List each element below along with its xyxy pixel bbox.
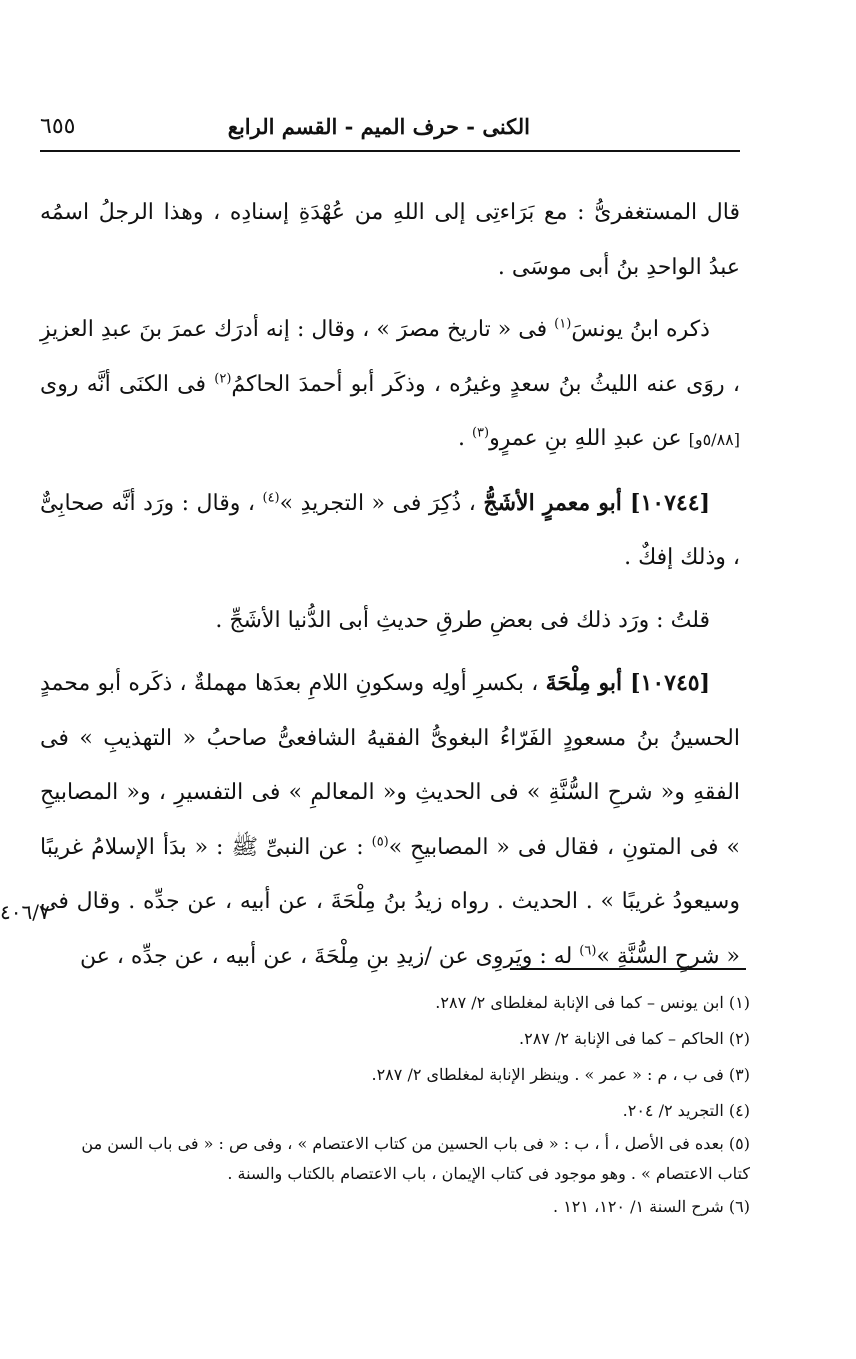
- footnote-marker-5: (٥): [371, 834, 389, 850]
- text-segment: ذكره ابنُ يونسَ: [571, 317, 710, 342]
- footnote-6: (٦) شرح السنة ١/ ١٢٠، ١٢١ .: [553, 1197, 750, 1216]
- manuscript-reference: [٥/٨٨و]: [688, 430, 740, 449]
- entry-name: أبو مِلْحَةَ: [545, 670, 631, 696]
- paragraph-1: قال المستغفرىُّ : مع بَرَاءتِى إلى اللهِ من عُهْدَةِ إسنادِه ، وهذا الرجلُ اسمُه عبدُ الواحدِ بنُ أبى موسَى .: [40, 200, 740, 280]
- text-segment: عن عبدِ اللهِ بنِ عمرٍو: [489, 426, 689, 451]
- text-segment: فى الكنَى أنَّه روى: [40, 371, 215, 397]
- text-segment: ، وقال : ورَد أنَّه صحابِىٌّ ، وذلك إفكٌ .: [40, 490, 740, 570]
- entry-name: أبو معمرٍ الأشَجُّ: [483, 489, 631, 516]
- footnote-4: (٤) التجريد ٢/ ٢٠٤.: [622, 1101, 750, 1120]
- footnotes: [60, 985, 750, 1225]
- main-text: [40, 186, 740, 984]
- footnote-5: (٥) بعده فى الأصل ، أ ، ب : « فى باب الحسين من كتاب الاعتصام » ، وفى ص : « فى باب السن من: [81, 1134, 750, 1153]
- margin-volume-reference: ٤٠٦/٧: [0, 900, 50, 924]
- footnote-marker-4: (٤): [262, 490, 280, 506]
- text-segment: : عن النبىِّ ﷺ : « بدَأ الإسلامُ غريبًا وسيعودُ غريبًا » . الحديث . رواه زيدُ بنُ مِلْحَةَ ، عن أبيه ، عن جدِّه . وقال فى « شرحِ السُّنَّةِ »: [40, 834, 740, 969]
- text-segment: ، ذُكِرَ فى « التجريدِ »: [279, 490, 484, 516]
- entry-10745: [40, 656, 740, 984]
- footnote-2: (٢) الحاكم – كما فى الإنابة ٢/ ٢٨٧.: [519, 1029, 750, 1048]
- paragraph-4: قلتُ : ورَد ذلك فى بعضِ طرقِ حديثِ أبى الدُّنيا الأشَجِّ .: [215, 607, 710, 633]
- text-segment: ، بكسرِ أولِه وسكونِ اللامِ بعدَها مهملةٌ ، ذكَره أبو محمدٍ الحسينُ بنُ مسعودٍ الفَرّاءُ البغوىُّ الفقيهُ الشافعىُّ صاحبُ « التهذيبِ » فى الفقهِ و« شرحِ السُّنَّةِ » فى الحديثِ و« المعالمِ » فى التفسيرِ ، و« المصابيحِ » فى المتونِ ، فقال فى « المصابيحِ »: [40, 671, 740, 860]
- entry-number: [١٠٧٤٥]: [630, 670, 711, 696]
- footnote-3: (٣) فى ب ، م : « عمر » . وينظر الإنابة لمغلطاى ٢/ ٢٨٧.: [371, 1065, 750, 1084]
- text-segment: له : ويَروِى عن /زيدِ بنِ مِلْحَةَ ، عن أبيه ، عن جدِّه ، عن: [79, 943, 580, 969]
- entry-10744: [40, 476, 740, 586]
- header-title: الكنى - حرف الميم - القسم الرابع: [227, 114, 530, 139]
- paragraph-2: [40, 303, 740, 468]
- entry-number: [١٠٧٤٤]: [630, 489, 710, 516]
- footnote-marker-1: (١): [554, 316, 572, 332]
- running-header: [40, 106, 740, 152]
- footnote-divider: [510, 968, 746, 970]
- page-number: ٦٥٥: [40, 114, 76, 139]
- footnote-1: (١) ابن يونس – كما فى الإنابة لمغلطاى ٢/ ٢٨٧.: [435, 993, 750, 1012]
- footnote-marker-2: (٢): [214, 371, 232, 387]
- footnote-marker-6: (٦): [579, 943, 597, 959]
- text-segment: .: [457, 426, 472, 451]
- text-segment: فى « تاريخ مصرَ » ، وقال : إنه أدرَك عمرَ بنَ عبدِ العزيزِ ، روَى عنه الليثُ بنُ سعدٍ وغيرُه ، وذكَر أبو أحمدَ الحاكمُ: [40, 317, 740, 397]
- footnote-5-continued: كتاب الاعتصام » . وهو موجود فى كتاب الإيمان ، باب الاعتصام بالكتاب والسنة .: [227, 1164, 750, 1183]
- footnote-marker-3: (٣): [471, 425, 490, 441]
